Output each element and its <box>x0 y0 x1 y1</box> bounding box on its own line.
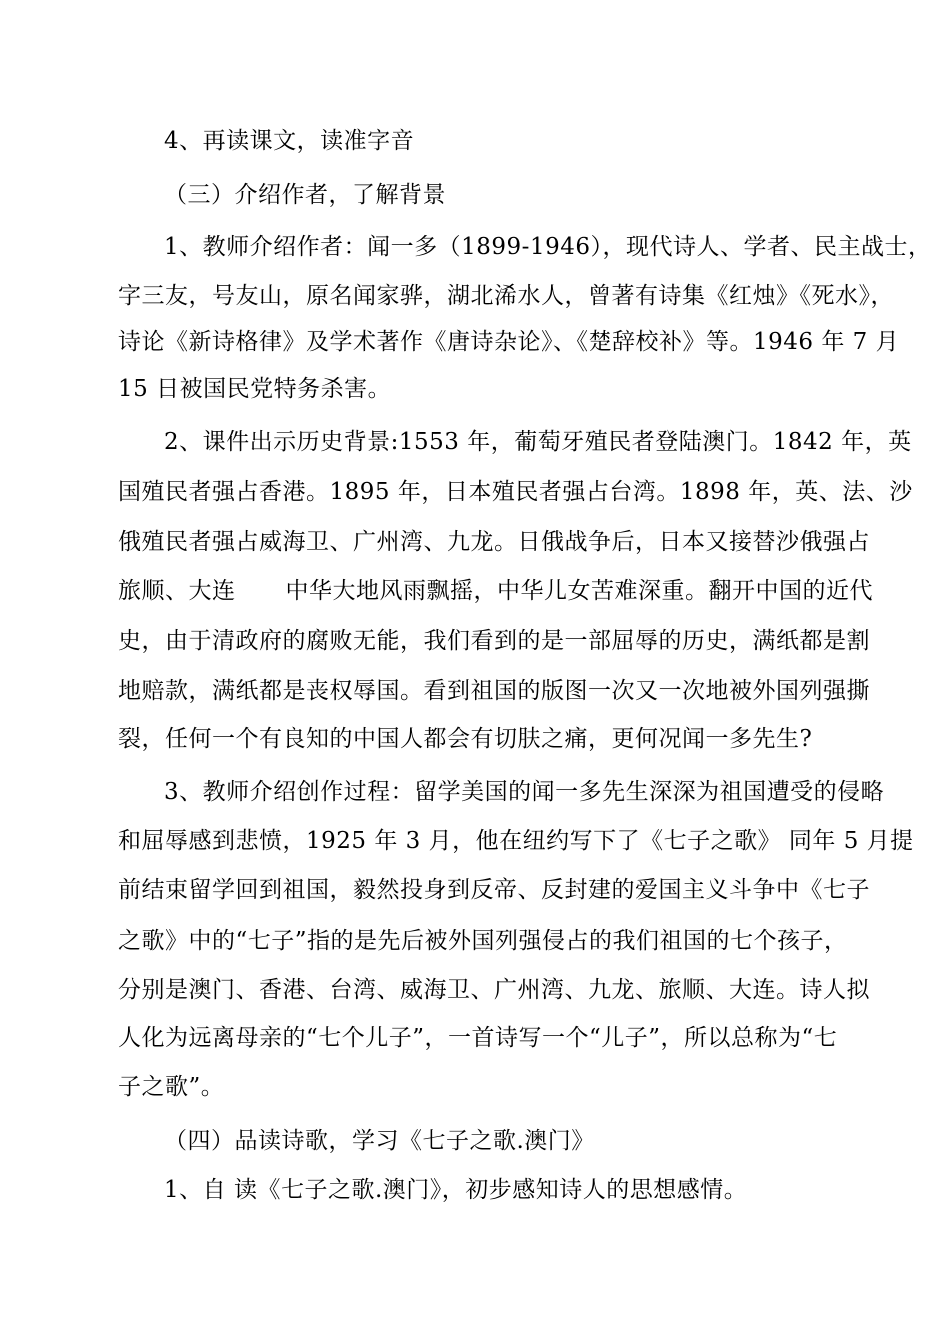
text-line: 子之歌”。 <box>118 1074 225 1100</box>
text-line: 字三友，号友山，原名闻家骅，湖北浠水人，曾著有诗集《红烛》《死水》， <box>118 283 894 309</box>
text-line: 分别是澳门、香港、台湾、威海卫、广州湾、九龙、旅顺、大连。诗人拟 <box>118 977 870 1003</box>
text-line: 4、再读课文，读准字音 <box>164 128 415 154</box>
text-line: 诗论《新诗格律》及学术著作《唐诗杂论》、《楚辞校补》等。1946 年 7 月 <box>118 329 900 355</box>
text-segment: 中华大地风雨飘摇，中华儿女苦难深重。翻开中国的近代 <box>285 578 873 604</box>
text-segment: 旅顺、大连 <box>118 578 236 604</box>
text-line: 地赔款，满纸都是丧权辱国。看到祖国的版图一次又一次地被外国列强撕 <box>118 678 870 704</box>
text-line <box>118 576 873 606</box>
text-line: 前结束留学回到祖国，毅然投身到反帝、反封建的爱国主义斗争中《七子 <box>118 877 870 903</box>
section-heading: （四）品读诗歌，学习《七子之歌.澳门》 <box>164 1128 595 1154</box>
section-heading: （三）介绍作者，了解背景 <box>164 182 446 208</box>
text-line: 2、课件出示历史背景:1553 年，葡萄牙殖民者登陆澳门。1842 年，英 <box>164 429 912 455</box>
text-line: 1、自 读《七子之歌.澳门》，初步感知诗人的思想感情。 <box>164 1177 748 1203</box>
text-line: 和屈辱感到悲愤，1925 年 3 月，他在纽约写下了《七子之歌》 同年 5 月提 <box>118 828 914 854</box>
text-line: 史，由于清政府的腐败无能，我们看到的是一部屈辱的历史，满纸都是割 <box>118 628 870 654</box>
text-line: 之歌》中的“七子”指的是先后被外国列强侵占的我们祖国的七个孩子， <box>118 928 848 954</box>
text-line: 裂，任何一个有良知的中国人都会有切肤之痛，更何况闻一多先生? <box>118 726 813 752</box>
text-line: 俄殖民者强占威海卫、广州湾、九龙。日俄战争后，日本又接替沙俄强占 <box>118 529 870 555</box>
text-line: 国殖民者强占香港。1895 年，日本殖民者强占台湾。1898 年，英、法、沙 <box>118 479 913 505</box>
text-line: 1、教师介绍作者：闻一多（1899-1946），现代诗人、学者、民主战士， <box>164 234 932 260</box>
text-line: 3、教师介绍创作过程：留学美国的闻一多先生深深为祖国遭受的侵略 <box>164 779 885 805</box>
text-line: 人化为远离母亲的“七个儿子”，一首诗写一个“儿子”，所以总称为“七 <box>118 1025 838 1051</box>
text-line: 15 日被国民党特务杀害。 <box>118 376 392 402</box>
